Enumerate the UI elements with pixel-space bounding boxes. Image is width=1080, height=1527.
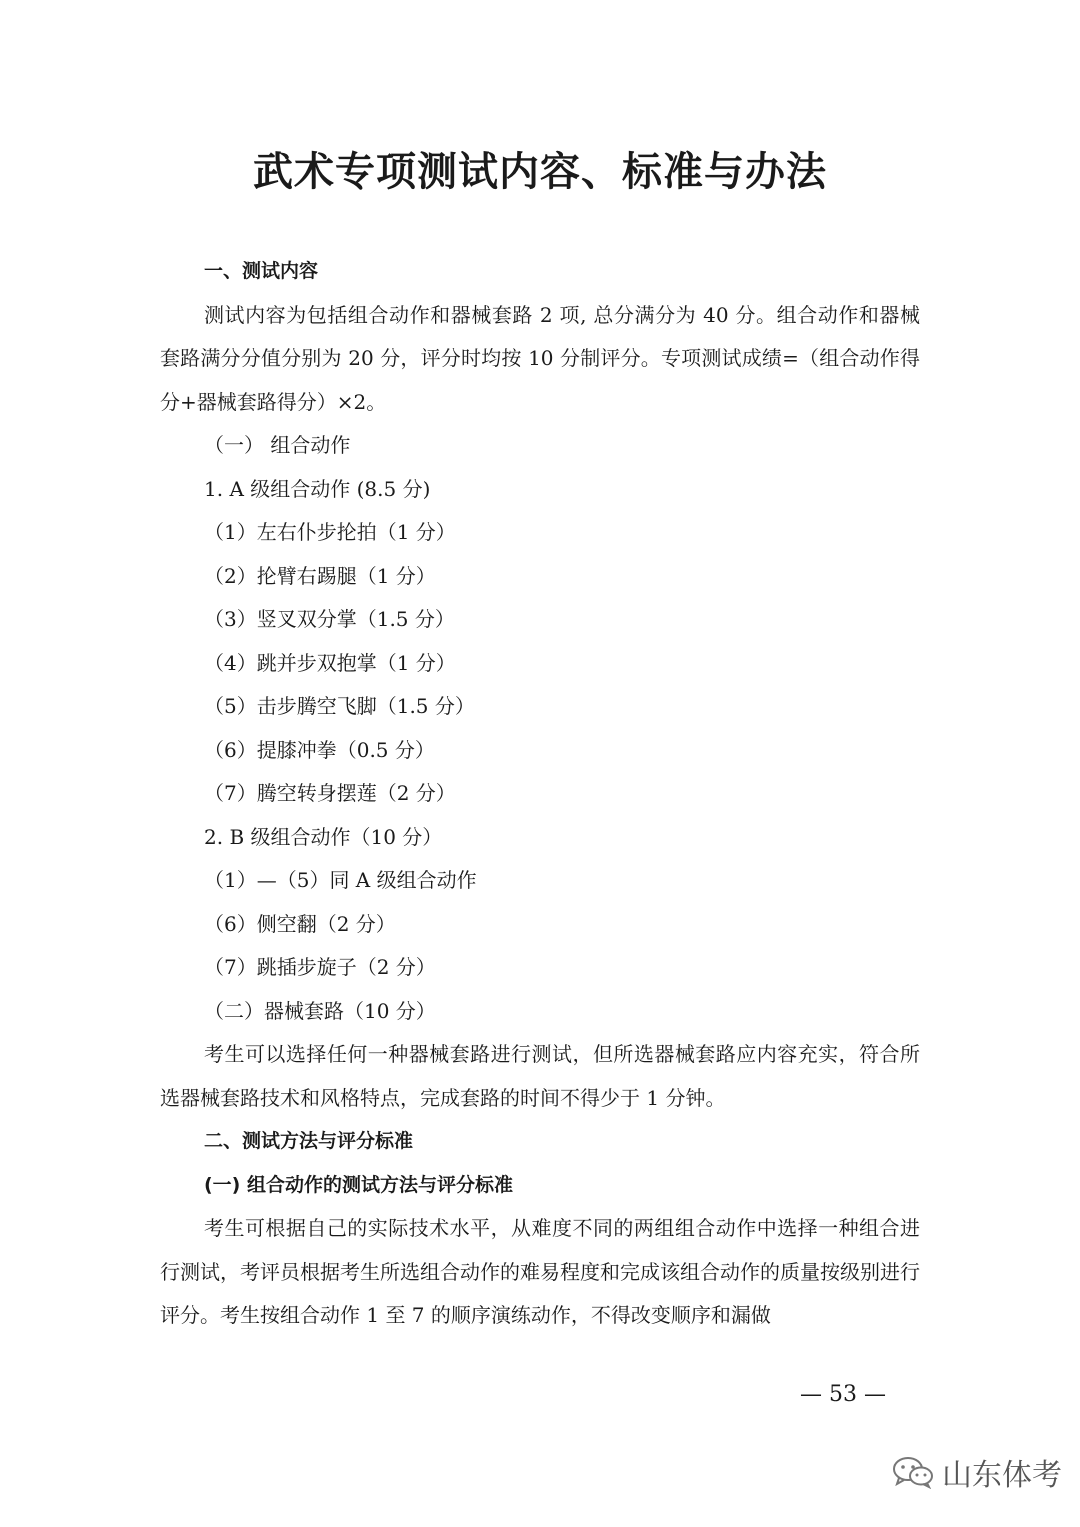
level-a-heading: 1. A 级组合动作 (8.5 分) — [204, 476, 431, 501]
list-item: （6）提膝冲拳（0.5 分） — [204, 737, 435, 762]
list-item: （6）侧空翻（2 分） — [204, 911, 396, 936]
paragraph-apparatus: 考生可以选择任何一种器械套路进行测试，但所选器械套路应内容充实，符合所选器械套路技术和风格特点，完成套路的时间不得少于 1 分钟。 — [160, 1042, 920, 1110]
paragraph-test-content: 测试内容为包括组合动作和器械套路 2 项, 总分满分为 40 分。组合动作和器械套路满分分值分别为 20 分，评分时均按 10 分制评分。专项测试成绩=（组合动作得分+器械套路得分）×2。 — [160, 302, 920, 414]
paragraph-method: 考生可根据自己的实际技术水平，从难度不同的两组组合动作中选择一种组合进行测试，考评员根据考生所选组合动作的难易程度和完成该组合动作的质量按级别进行评分。考生按组合动作 1 至 7 的顺序演练动作，不得改变顺序和漏做 — [160, 1216, 920, 1327]
list-item: （7）跳插步旋子（2 分） — [204, 955, 436, 979]
subsection-apparatus: （二）器械套路（10 分） — [204, 998, 436, 1023]
section-heading-2: 二、测试方法与评分标准 — [204, 1130, 414, 1152]
watermark-text: 山东体考 — [942, 1458, 1062, 1493]
list-item: （7）腾空转身摆莲（2 分） — [204, 781, 456, 805]
watermark — [892, 1450, 1062, 1494]
list-item: （2）抡臂右踢腿（1 分） — [204, 563, 436, 588]
level-b-heading: 2. B 级组合动作（10 分） — [204, 824, 443, 849]
page-title: 武术专项测试内容、标准与办法 — [253, 149, 827, 195]
list-item: （1）左右仆步抡拍（1 分） — [204, 520, 456, 544]
document-body — [160, 250, 920, 1338]
subsection-heading-method: (一) 组合动作的测试方法与评分标准 — [204, 1173, 513, 1196]
section-heading-1: 一、测试内容 — [204, 260, 319, 282]
list-item: （4）跳并步双抱掌（1 分） — [204, 650, 456, 675]
list-item: （3）竖叉双分掌（1.5 分） — [204, 607, 455, 631]
page-number: — 53 — — [800, 1382, 886, 1407]
wechat-icon — [892, 1455, 934, 1489]
list-item: （1）—（5）同 A 级组合动作 — [204, 868, 477, 892]
subsection-combination: （一） 组合动作 — [204, 433, 351, 457]
list-item: （5）击步腾空飞脚（1.5 分） — [204, 694, 475, 718]
